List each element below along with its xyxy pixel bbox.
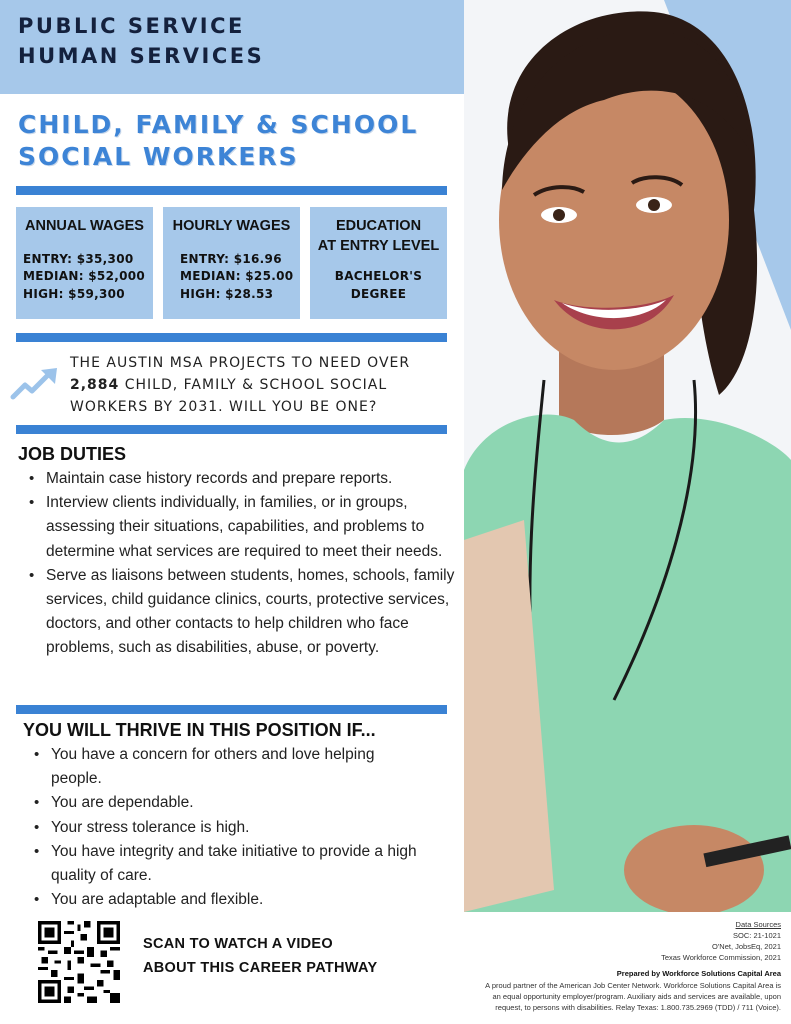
hourly-high-wage: HIGH: $28.53 (180, 287, 274, 301)
divider-rule (16, 705, 447, 714)
thrive-heading: YOU WILL THRIVE IN THIS POSITION IF... (23, 720, 376, 740)
list-item: • You are dependable. (34, 791, 426, 815)
projection-line-3: WORKERS BY 2031. WILL YOU BE ONE? (70, 399, 378, 415)
category-line-1: PUBLIC SERVICE (18, 14, 245, 38)
projection-line-1: THE AUSTIN MSA PROJECTS TO NEED OVER (70, 355, 411, 371)
annual-wages-title: ANNUAL WAGES (25, 218, 144, 234)
education-value-line-1: BACHELOR'S (334, 269, 423, 283)
hourly-median-wage: MEDIAN: $25.00 (180, 269, 294, 283)
divider-rule (16, 186, 447, 195)
annual-median-wage: MEDIAN: $52,000 (23, 269, 146, 283)
job-duties-list (29, 467, 459, 661)
qr-code[interactable] (38, 921, 120, 1003)
disclaimer-line-1: A proud partner of the American Job Center Network. Workforce Solutions Capital Area is (485, 981, 781, 990)
hourly-entry-wage: ENTRY: $16.96 (180, 252, 282, 266)
list-item: • You are adaptable and flexible. (34, 888, 426, 912)
list-item: • Serve as liaisons between students, homes, schools, family services, child guidance clinics, courts, protective services, doctors, and other contacts to help children who face problems, such as disabilities, abuse, or poverty. (29, 564, 459, 661)
list-item: • Maintain case history records and prepare reports. (29, 467, 459, 491)
divider-rule (16, 425, 447, 434)
education-title-line-1: EDUCATION (335, 218, 422, 234)
scan-callout-line-2: ABOUT THIS CAREER PATHWAY (143, 960, 378, 976)
page-title-line-1: CHILD, FAMILY & SCHOOL (18, 110, 419, 139)
list-item: • Interview clients individually, in families, or in groups, assessing their situations, capabilities, and problems to determine what services are required to meet their needs. (29, 491, 459, 564)
scan-callout-line-1: SCAN TO WATCH A VIDEO (143, 936, 333, 952)
source-twc: Texas Workforce Commission, 2021 (661, 953, 781, 962)
hourly-wages-title: HOURLY WAGES (172, 218, 291, 234)
education-title-line-2: AT ENTRY LEVEL (317, 238, 440, 254)
thrive-list (34, 743, 426, 912)
projection-line-2-text: CHILD, FAMILY & SCHOOL SOCIAL (119, 377, 388, 393)
disclaimer-line-3: request, to persons with disabilities. Relay Texas: 1.800.735.2969 (TDD) / 711 (Voice). (495, 1003, 781, 1012)
soc-code: SOC: 21-1021 (733, 931, 781, 940)
data-sources-label: Data Sources (735, 920, 781, 929)
list-item: • You have integrity and take initiative to provide a high quality of care. (34, 840, 426, 888)
annual-entry-wage: ENTRY: $35,300 (23, 252, 134, 266)
category-line-2: HUMAN SERVICES (18, 44, 265, 68)
trend-up-icon (10, 366, 62, 402)
list-item: • Your stress tolerance is high. (34, 816, 426, 840)
job-duties-heading: JOB DUTIES (18, 444, 127, 464)
projection-number: 2,884 (70, 377, 120, 393)
page-title-line-2: SOCIAL WORKERS (18, 142, 299, 171)
projection-line-2 (70, 377, 387, 393)
source-onet: O'Net, JobsEq, 2021 (712, 942, 781, 951)
education-box (310, 207, 447, 319)
divider-rule (16, 333, 447, 342)
hourly-wages-box (163, 207, 300, 319)
education-value-line-2: DEGREE (350, 287, 407, 301)
list-item: • You have a concern for others and love helping people. (34, 743, 426, 791)
prepared-by: Prepared by Workforce Solutions Capital Area (616, 969, 781, 978)
annual-wages-box (16, 207, 153, 319)
social-worker-photo (464, 0, 791, 912)
annual-high-wage: HIGH: $59,300 (23, 287, 125, 301)
disclaimer-line-2: an equal opportunity employer/program. Auxiliary aids and services are available, upon (492, 992, 781, 1001)
